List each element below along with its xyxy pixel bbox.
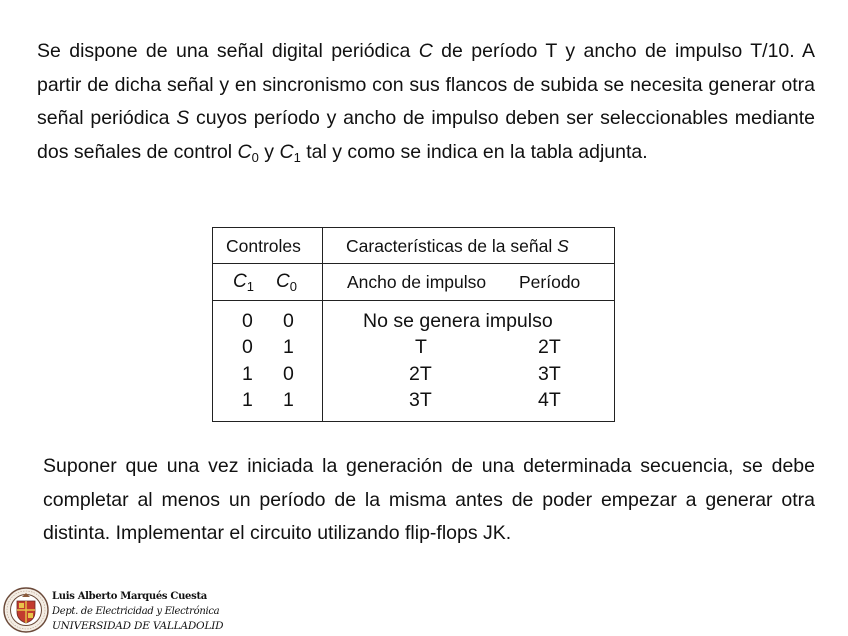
- column-period: Período: [519, 272, 581, 292]
- signal-s-symbol: S: [176, 107, 190, 129]
- column-c1: [233, 271, 254, 294]
- header-controls: Controles: [226, 236, 301, 256]
- control-c1-subscript: 1: [293, 149, 301, 165]
- row-2-c1: 0: [242, 336, 253, 358]
- control-c0-symbol: C: [237, 140, 252, 163]
- table-divider-vertical: [322, 228, 323, 421]
- intro-text-3: cuyos período y ancho de impulso deben ser seleccionables mediante dos señales de control: [37, 107, 815, 163]
- author-name: Luis Alberto Marqués Cuesta: [52, 591, 207, 602]
- row-2-c0: 1: [283, 336, 294, 358]
- row-3-period: 3T: [538, 363, 561, 385]
- university-seal-icon: [3, 587, 49, 633]
- intro-text-4: y: [258, 140, 280, 163]
- intro-text-1: Se dispone de una señal digital periódica: [37, 40, 419, 62]
- row-2-width: T: [415, 336, 427, 358]
- column-c0: [276, 271, 297, 294]
- row-3-c1: 1: [242, 363, 253, 385]
- row-4-width: 3T: [409, 389, 432, 411]
- university-name: UNIVERSIDAD DE VALLADOLID: [52, 620, 224, 632]
- row-3-width: 2T: [409, 363, 432, 385]
- table-divider-subheader: [213, 300, 614, 301]
- row-4-c1: 1: [242, 389, 253, 411]
- author-footer: [0, 583, 230, 636]
- column-c1-subscript: 1: [246, 279, 254, 294]
- department-name: Dept. de Electricidad y Electrónica: [52, 606, 220, 617]
- row-1-c0: 0: [283, 310, 294, 332]
- header-signal-symbol: S: [557, 236, 569, 256]
- row-4-period: 4T: [538, 389, 561, 411]
- row-1-c1: 0: [242, 310, 253, 332]
- row-3-c0: 0: [283, 363, 294, 385]
- header-characteristics: [346, 236, 569, 257]
- control-table: [212, 227, 615, 422]
- problem-requirements: Suponer que una vez iniciada la generación de una determinada secuencia, se debe completar al menos un período de la misma antes de poder empezar a generar otra distinta. Implementar el circuito utilizando flip-flops JK.: [43, 455, 815, 544]
- table-divider-header: [213, 263, 614, 264]
- signal-c-symbol: C: [418, 40, 433, 62]
- column-c0-symbol: C: [276, 271, 290, 292]
- row-2-period: 2T: [538, 336, 561, 358]
- row-1-no-pulse: No se genera impulso: [363, 310, 553, 332]
- control-c1-symbol: C: [279, 140, 294, 163]
- column-pulse-width: Ancho de impulso: [347, 272, 487, 292]
- intro-text-5: tal y como se indica en la tabla adjunta.: [300, 140, 648, 163]
- row-4-c0: 1: [283, 389, 294, 411]
- control-c0-subscript: 0: [251, 149, 259, 165]
- column-c1-symbol: C: [233, 271, 247, 292]
- intro-text-2: de período T y ancho de impulso T/10. A partir de dicha señal y en sincronismo con sus flancos de subida se necesita generar otra señal periódica: [37, 40, 815, 129]
- column-c0-subscript: 0: [289, 279, 297, 294]
- problem-statement: [37, 35, 815, 174]
- header-characteristics-text: Características de la señal: [346, 236, 558, 256]
